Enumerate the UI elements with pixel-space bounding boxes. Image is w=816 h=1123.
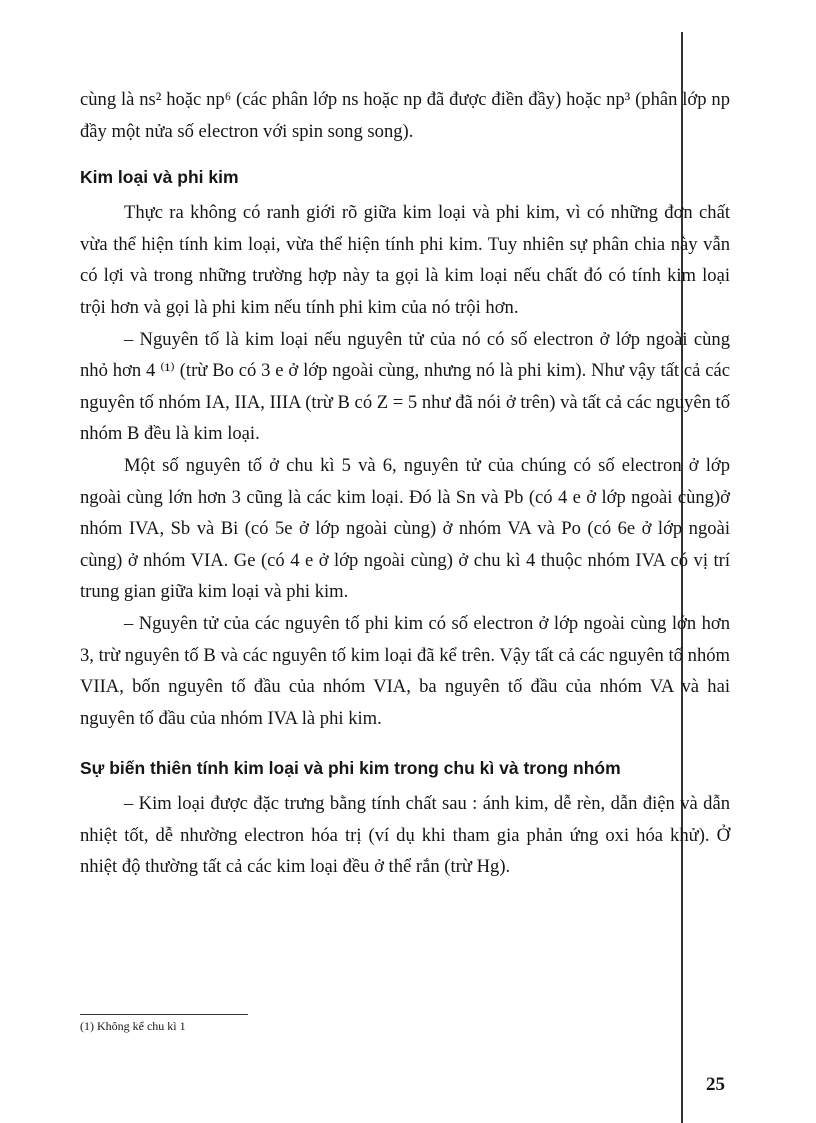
paragraph-metal-properties: – Kim loại được đặc trưng bằng tính chất sau : ánh kim, dễ rèn, dẫn điện và dẫn nhiệt tốt, dễ nhường electron hóa trị (ví dụ khi tham gia phản ứng oxi hóa khử). Ở nhiệt độ thường tất cả các kim loại đều ở thể rắn (trừ Hg).: [80, 793, 730, 878]
section-heading-metals-nonmetals: Kim loại và phi kim: [80, 167, 239, 188]
paragraph-metal-rule: – Nguyên tố là kim loại nếu nguyên tử của nó có số electron ở lớp ngoài cùng nhỏ hơn 4 ⁽¹⁾ (trừ Bo có 3 e ở lớp ngoài cùng, nhưng nó là phi kim). Như vậy tất cả các nguyên tố nhóm IA, IIA, IIIA (trừ B có Z = 5 như đã nói ở trên) và tất cả các nguyên tố nhóm B đều là kim loại.: [80, 328, 730, 445]
page-body: [80, 84, 730, 883]
paragraph-nonmetal-rule: – Nguyên tử của các nguyên tố phi kim có số electron ở lớp ngoài cùng lớn hơn 3, trừ nguyên tố B và các nguyên tố kim loại đã kể trên. Vậy tất cả các nguyên tố nhóm VIIA, bốn nguyên tố đầu của nhóm VIA, ba nguyên tố đầu của nhóm VA và hai nguyên tố đầu của nhóm IVA là phi kim.: [80, 612, 730, 729]
paragraph-boundary: Thực ra không có ranh giới rõ giữa kim loại và phi kim, vì có những đơn chất vừa thể hiện tính kim loại, vừa thể hiện tính phi kim. Tuy nhiên sự phân chia này vẫn có lợi và trong những trường hợp này ta gọi là kim loại nếu chất đó có tính kim loại trội hơn và gọi là phi kim nếu tính phi kim của nó trội hơn.: [80, 202, 730, 318]
paragraph-continuation: cùng là ns² hoặc np⁶ (các phân lớp ns hoặc np đã được điền đầy) hoặc np³ (phân lớp np đầy một nửa số electron với spin song song).: [80, 89, 730, 142]
footnote-rule: [80, 1014, 248, 1015]
footnote: (1) Không kể chu kì 1: [80, 1019, 186, 1033]
section-heading-trends: Sự biến thiên tính kim loại và phi kim trong chu kì và trong nhóm: [80, 758, 621, 779]
page-number: 25: [706, 1074, 725, 1095]
paragraph-period-5-6: Một số nguyên tố ở chu kì 5 và 6, nguyên tử của chúng có số electron ở lớp ngoài cùng lớn hơn 3 cũng là các kim loại. Đó là Sn và Pb (có 4 e ở lớp ngoài cùng)ở nhóm IVA, Sb và Bi (có 5e ở lớp ngoài cùng) ở nhóm VA và Po (có 6e ở lớp ngoài cùng) ở nhóm VIA. Ge (có 4 e ở lớp ngoài cùng) ở chu kì 4 thuộc nhóm IVA có vị trí trung gian giữa kim loại và phi kim.: [80, 454, 730, 603]
